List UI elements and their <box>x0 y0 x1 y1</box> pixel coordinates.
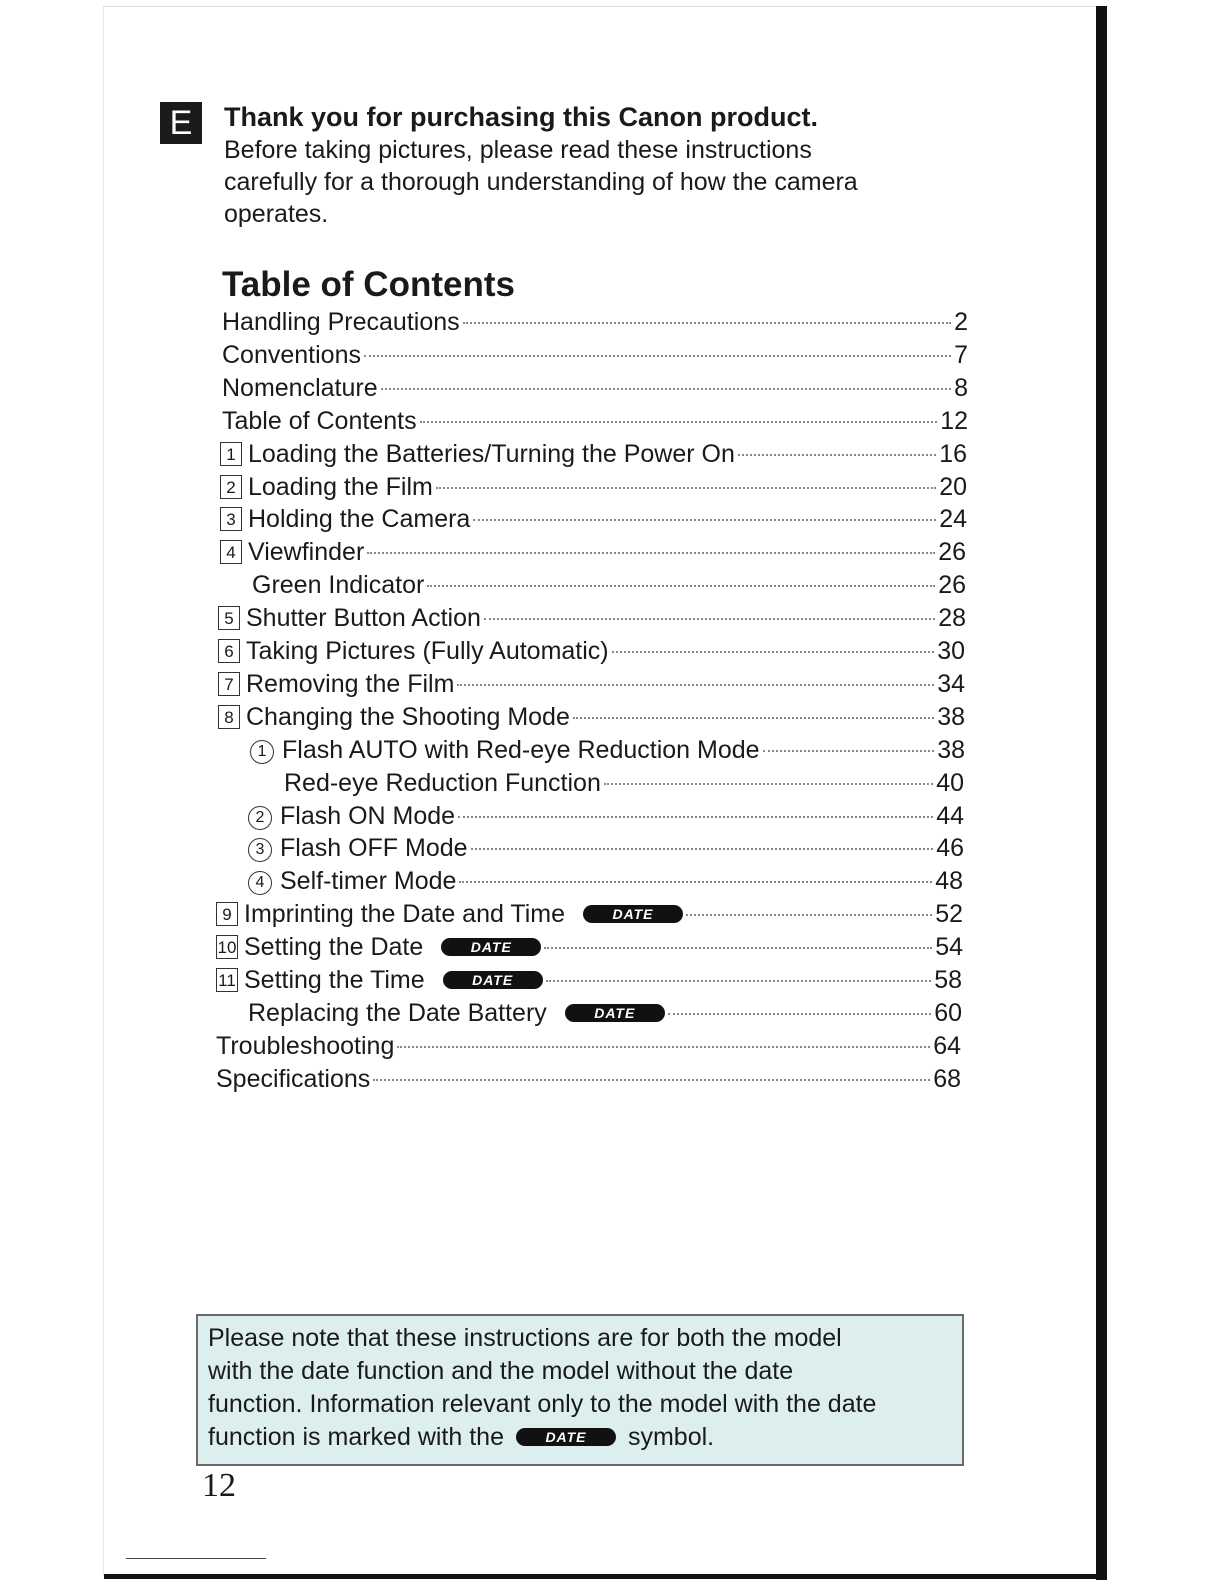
toc-entry-label: Conventions <box>222 340 361 369</box>
toc-entry-page: 54 <box>935 933 963 962</box>
note-line: with the date function and the model without the date <box>208 1357 794 1385</box>
toc-entry <box>248 865 963 897</box>
dot-leader <box>573 717 934 719</box>
toc-entry-label: Taking Pictures (Fully Automatic) <box>246 637 609 665</box>
toc-entry <box>216 1063 961 1095</box>
toc-entry <box>250 734 965 766</box>
toc-entry-page: 46 <box>936 834 964 863</box>
toc-entry <box>220 438 967 470</box>
chapter-number-badge: 9 <box>216 902 238 926</box>
toc-entry <box>218 701 965 733</box>
dot-leader <box>668 1013 931 1015</box>
toc-entry-page: 7 <box>954 340 968 369</box>
toc-entry <box>220 536 966 568</box>
date-symbol-icon: DATE <box>441 938 541 956</box>
toc-entry <box>218 668 965 700</box>
dot-leader <box>458 816 933 818</box>
dot-leader <box>546 980 932 982</box>
toc-entry-page: 12 <box>940 406 968 435</box>
toc-entry-label: Setting the Date <box>244 933 424 962</box>
circled-number-badge: 3 <box>248 838 272 862</box>
circled-number-badge: 1 <box>250 740 274 764</box>
toc-entry-label: Imprinting the Date and Time <box>244 900 565 929</box>
toc-entry-label: Specifications <box>216 1064 371 1093</box>
toc-entry-page: 64 <box>933 1031 961 1060</box>
toc-entry-label: Flash AUTO with Red-eye Reduction Mode <box>282 735 760 764</box>
intro-line: Before taking pictures, please read these instructions <box>224 136 812 164</box>
toc-entry-page: 60 <box>934 998 962 1027</box>
dot-leader <box>604 783 933 785</box>
dot-leader <box>484 618 935 620</box>
scan-edge-right <box>1096 6 1107 1580</box>
chapter-number-badge: 6 <box>218 639 240 663</box>
chapter-number-badge: 8 <box>218 705 240 729</box>
chapter-number-badge: 10 <box>216 935 238 959</box>
chapter-number-badge: 1 <box>220 442 242 466</box>
toc-entry-page: 2 <box>954 308 968 336</box>
toc-entry <box>248 832 964 864</box>
toc-entry-page: 24 <box>939 505 967 534</box>
toc-entry-page: 26 <box>938 571 966 600</box>
scan-edge-top <box>104 6 1096 7</box>
dot-leader <box>436 487 936 489</box>
toc-entry <box>222 306 968 338</box>
dot-leader <box>397 1046 930 1048</box>
toc-entry-label: Loading the Film <box>248 472 433 501</box>
date-symbol-icon: DATE <box>443 971 543 989</box>
scan-edge-left <box>103 6 104 1576</box>
toc-entry <box>252 569 966 601</box>
footer-rule <box>126 1558 266 1559</box>
toc-entry-label: Red-eye Reduction Function <box>284 768 601 797</box>
toc-entry-page: 28 <box>938 604 966 633</box>
toc-entry <box>216 964 962 996</box>
toc-entry-label: Nomenclature <box>222 373 378 402</box>
toc-entry <box>222 372 968 404</box>
chapter-number-badge: 4 <box>220 540 242 564</box>
toc-entry <box>218 635 965 667</box>
dot-leader <box>420 421 938 423</box>
toc-entry-label: Replacing the Date Battery <box>248 998 547 1027</box>
toc-entry-page: 44 <box>936 801 964 830</box>
dot-leader <box>457 684 934 686</box>
dot-leader <box>459 881 932 883</box>
toc-entry-page: 58 <box>934 966 962 994</box>
toc-entry-page: 52 <box>935 900 963 929</box>
circled-number-badge: 2 <box>248 806 272 830</box>
note-text: symbol. <box>627 1423 715 1451</box>
dot-leader <box>463 322 951 324</box>
date-symbol-icon: DATE <box>565 1004 665 1022</box>
date-symbol-icon: DATE <box>516 1428 616 1446</box>
toc-entry-label: Green Indicator <box>252 571 425 600</box>
language-badge: E <box>160 102 202 144</box>
note-text: function is marked with the <box>208 1423 504 1451</box>
dot-leader <box>612 651 935 653</box>
toc-entry-label: Troubleshooting <box>216 1031 395 1060</box>
toc-entry-label: Shutter Button Action <box>246 604 481 633</box>
toc-entry-label: Loading the Batteries/Turning the Power On <box>248 439 735 468</box>
dot-leader <box>686 914 932 916</box>
note-line: function. Information relevant only to the model with the date <box>208 1390 877 1418</box>
dot-leader <box>381 388 951 390</box>
toc-entry-page: 48 <box>935 867 963 896</box>
intro-section <box>224 100 944 230</box>
dot-leader <box>364 355 951 357</box>
intro-line: operates. <box>224 200 329 228</box>
toc-entry-label: Holding the Camera <box>248 505 471 534</box>
toc-entry <box>284 767 964 799</box>
toc-entry-page: 34 <box>937 669 965 698</box>
toc-entry-label: Flash OFF Mode <box>280 834 468 863</box>
toc-entry <box>218 602 966 634</box>
chapter-number-badge: 3 <box>220 507 242 531</box>
toc-entry-label: Self-timer Mode <box>280 867 457 896</box>
toc-entry-page: 8 <box>954 373 968 402</box>
toc-entry-label: Handling Precautions <box>222 308 460 336</box>
chapter-number-badge: 11 <box>216 968 238 992</box>
toc-entry <box>222 339 968 371</box>
dot-leader <box>367 552 935 554</box>
toc-entry-label: Viewfinder <box>248 538 365 567</box>
toc-entry <box>220 503 967 535</box>
toc-entry <box>216 898 963 930</box>
toc-entry <box>248 997 962 1029</box>
intro-heading: Thank you for purchasing this Canon product. <box>224 102 819 132</box>
dot-leader <box>763 750 935 752</box>
toc-entry-page: 20 <box>939 472 967 501</box>
toc-entry-page: 26 <box>938 538 966 567</box>
toc-entry-label: Setting the Time <box>244 966 425 994</box>
note-line-last <box>208 1421 952 1454</box>
dot-leader <box>427 585 935 587</box>
toc-entry <box>216 931 963 963</box>
dot-leader <box>471 848 934 850</box>
toc-entry-label: Table of Contents <box>222 406 417 435</box>
chapter-number-badge: 5 <box>218 606 240 630</box>
toc-title: Table of Contents <box>222 265 515 304</box>
toc-entry <box>248 800 964 832</box>
toc-entry-label: Changing the Shooting Mode <box>246 702 570 731</box>
intro-line: carefully for a thorough understanding of how the camera <box>224 168 858 196</box>
circled-number-badge: 4 <box>248 871 272 895</box>
toc-entry-page: 16 <box>939 439 967 468</box>
toc-entry-page: 38 <box>937 702 965 731</box>
date-symbol-icon: DATE <box>583 905 683 923</box>
toc-entry-label: Flash ON Mode <box>280 801 456 830</box>
toc-entry-page: 68 <box>933 1064 961 1093</box>
dot-leader <box>544 947 932 949</box>
toc-entry-page: 38 <box>937 735 965 764</box>
toc-entry-page: 30 <box>937 637 965 665</box>
dot-leader <box>373 1079 930 1081</box>
note-line: Please note that these instructions are for both the model <box>208 1324 842 1352</box>
toc-entry <box>216 1030 961 1062</box>
toc-entry <box>220 471 967 503</box>
chapter-number-badge: 2 <box>220 475 242 499</box>
dot-leader <box>473 519 936 521</box>
scan-edge-bottom <box>104 1574 1104 1579</box>
toc-entry-page: 40 <box>936 768 964 797</box>
page-number: 12 <box>202 1467 236 1504</box>
chapter-number-badge: 7 <box>218 672 240 696</box>
toc-entry <box>222 405 968 437</box>
note-box <box>196 1314 964 1466</box>
dot-leader <box>738 454 936 456</box>
toc-entry-label: Removing the Film <box>246 669 455 698</box>
